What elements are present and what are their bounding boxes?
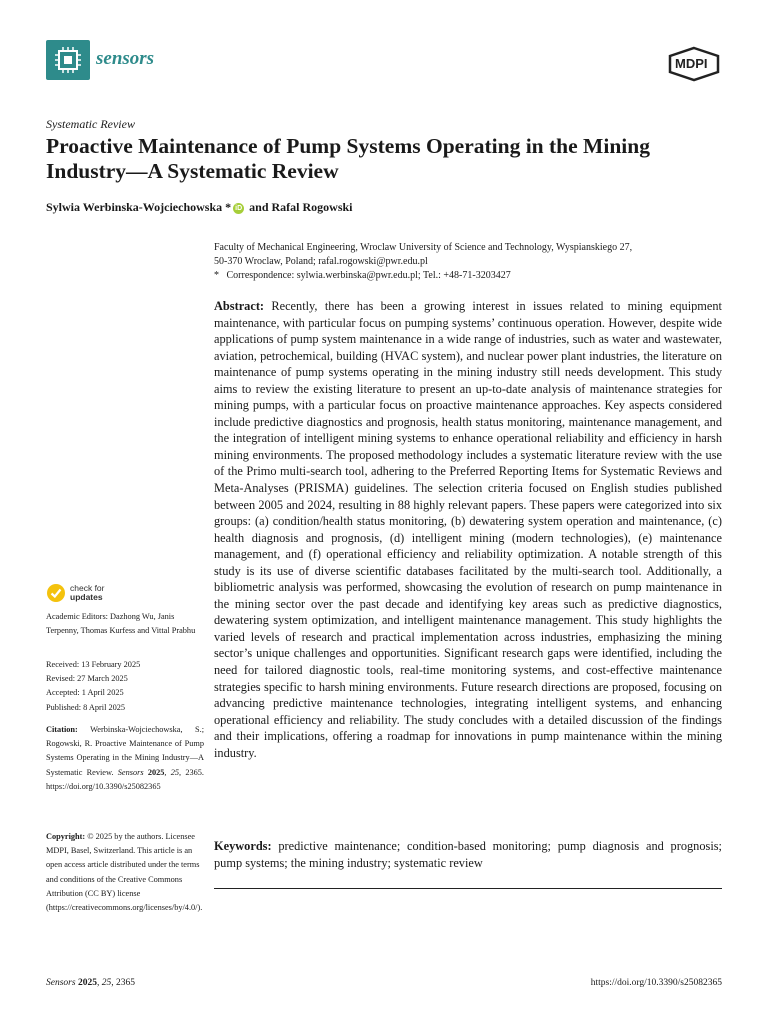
copyright-text: © 2025 by the authors. Licensee MDPI, Basel, Switzerland. This article is an open access article distributed under the terms and conditions of the Creative Commons Attribution (CC BY) license (https://creativecommons.org/licenses/by/4.0/). <box>46 832 203 913</box>
citation-label: Citation: <box>46 725 78 734</box>
citation-text: Werbinska-Wojciechowska, S.; Rogowski, R. Proactive Maintenance of Pump Systems Operating in the Mining Industry—A Systematic Review. <box>46 725 204 777</box>
keywords-text: predictive maintenance; condition-based monitoring; pump diagnosis and prognosis; pump systems; the mining industry; systematic review <box>214 839 722 870</box>
author-name[interactable]: Rafal Rogowski <box>271 200 353 214</box>
footer-journal: Sensors <box>46 978 76 988</box>
footer-volume: 25 <box>101 978 112 988</box>
academic-editors: Academic Editors: Dazhong Wu, Janis Terpenny, Thomas Kurfess and Vittal Prabhu <box>46 612 196 636</box>
corresponding-mark: * <box>225 200 232 214</box>
footer-year: 2025 <box>77 978 97 988</box>
article-title: Proactive Maintenance of Pump Systems Operating in the Mining Industry—A Systematic Review <box>46 134 650 183</box>
received-date: Received: 13 February 2025 <box>46 660 141 669</box>
accepted-date: Accepted: 1 April 2025 <box>46 688 124 698</box>
article-type: Systematic Review <box>46 117 135 131</box>
history-dates <box>46 658 204 715</box>
citation-journal: Sensors <box>117 767 144 777</box>
section-divider <box>214 888 722 889</box>
citation-doi[interactable]: , 2365. https://doi.org/10.3390/s25082365 <box>46 767 204 791</box>
citation-volume: 25 <box>170 767 180 777</box>
published-date: Published: 8 April 2025 <box>46 702 126 712</box>
abstract <box>214 298 722 761</box>
copyright-block <box>46 830 204 915</box>
copyright-label: Copyright: <box>46 832 86 841</box>
author-name[interactable]: Sylwia Werbinska-Wojciechowska <box>46 200 223 214</box>
orcid-icon[interactable]: iD <box>235 205 243 212</box>
keywords-label: Keywords: <box>214 839 272 853</box>
publisher-logo[interactable] <box>666 46 722 82</box>
footer-page: 2365 <box>115 978 135 988</box>
citation-year: 2025 <box>147 767 165 777</box>
check-for-updates-button[interactable] <box>46 583 66 603</box>
chip-icon <box>46 40 90 80</box>
check-label-line: updates <box>70 592 103 602</box>
abstract-text: Recently, there has been a growing interest in issues related to mining equipment maintenance, with particular focus on pumping systems’ continuous operation. However, despite wide applications of pump system maintenance in a wide range of industries, such as water and wastewater, aviation, petrochemical, building (HVAC system), and nuclear power plant industries, the literature on maintenance of pump systems operating in the mining industry still needs development. This study aims to review the existing literature to present an up-to-date analysis of maintenance strategies for mining pumps, with a particular focus on proactive maintenance approaches. Key aspects considered include predictive diagnostics and prognosis, health status monitoring, maintenance management, and the integration of intelligent mining systems to enhance operational reliability and efficiency in harsh mining environments. The proposed methodology includes a systematic literature review with the use of the Primo multi-search tool, adhering to the Preferred Reporting Items for Systematic Reviews and Meta-Analyses (PRISMA) guidelines. The selection criteria focused on English studies published between 2005 and 2024, resulting in 88 highly relevant papers. These papers were categorized into six groups: (a) condition/health status monitoring, (b) dewatering system operation and maintenance, (c) health diagnosis and prognosis, (d) intelligent mining (modern technologies), (e) maintenance management, and (f) operational efficiency and reliability optimization. A notable strength of this study is its use of diverse scientific databases facilitated by the multi-search tool. Additionally, a bibliometric analysis was performed, showcasing the evolution of research on pump maintenance in the mining sector over the past decade and identifying key areas such as predictive diagnostics, dewatering system optimization, and intelligent maintenance management. This study highlights the varied levels of research and practical implementation across industries, emphasizing the mining sector’s unique challenges and opportunities. Significant research gaps were identified, including the need for tailored diagnostic tools, real-time monitoring systems, and cost-effective maintenance strategies specific to harsh mining environments. Future research directions are proposed, focusing on advancing predictive maintenance technologies, integrating intelligent systems, and enhancing operational efficiency and reliability. The study concludes with a detailed discussion of the findings and their implications, offering a roadmap for innovations in pump maintenance within the mining industry. <box>214 299 722 760</box>
publisher-name: MDPI <box>675 56 708 71</box>
footer-citation: Sensors 2025, 25, 2365 <box>46 978 135 988</box>
correspondence-line: * Correspondence: sylwia.werbinska@pwr.edu.pl; Tel.: +48-71-3203427 <box>214 270 511 281</box>
citation-block: Citation: Werbinska-Wojciechowska, S.; Rogowski, R. Proactive Maintenance of Pump Systems Operating in the Mining Industry—A Systematic Review. Sensors 2025, 25, 2365. https://doi.org/10.3390/s25082365 <box>46 725 204 791</box>
affiliation-line: Faculty of Mechanical Engineering, Wroclaw University of Science and Technology, Wyspianskiego 27, <box>214 242 633 253</box>
journal-name[interactable]: sensors <box>96 48 155 69</box>
check-for-updates-label[interactable] <box>70 584 105 602</box>
journal-logo <box>46 40 90 80</box>
check-label-line: check for <box>70 583 105 593</box>
keywords <box>214 838 722 871</box>
author-list <box>46 200 353 215</box>
author-conjunction: and <box>249 200 269 214</box>
abstract-label: Abstract: <box>214 299 265 313</box>
revised-date: Revised: 27 March 2025 <box>46 674 128 684</box>
check-for-updates-icon <box>46 583 66 603</box>
affiliations <box>214 241 726 283</box>
affiliation-line: 50-370 Wroclaw, Poland; rafal.rogowski@pwr.edu.pl <box>214 256 428 267</box>
footer-doi-link[interactable]: https://doi.org/10.3390/s25082365 <box>590 978 722 988</box>
